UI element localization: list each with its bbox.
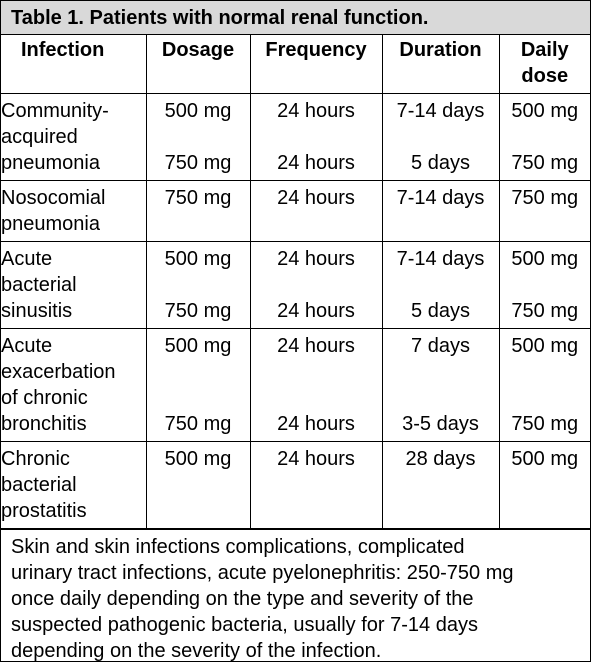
daily-dose-cell [499,329,590,442]
table-footnote [1,529,590,668]
frequency-value: 24 hours [277,100,355,122]
infection-cell [1,329,146,442]
frequency-value: 24 hours [277,248,355,270]
infection-line: bronchitis [1,413,87,435]
dosage-value: 500 mg [164,335,232,357]
duration-value: 7-14 days [396,100,485,122]
dosage-value: 750 mg [164,187,232,209]
daily-dose-value: 750 mg [511,300,579,322]
table-row [1,242,590,329]
dosage-value: 750 mg [164,300,232,322]
daily-dose-value: 750 mg [511,152,579,174]
frequency-cell [250,329,382,442]
infection-line: prostatitis [1,500,87,522]
frequency-value: 24 hours [277,187,355,209]
frequency-cell [250,442,382,529]
header-frequency: Frequency [250,35,382,94]
spacer [383,272,499,298]
dosage-cell [146,242,250,329]
infection-cell [1,442,146,529]
dosage-value: 500 mg [164,100,232,122]
infection-line: Acute [1,335,53,357]
dosage-value: 500 mg [164,248,232,270]
infection-line: Nosocomial [1,187,106,209]
spacer [383,385,499,411]
header-dosage: Dosage [146,35,250,94]
frequency-cell [250,181,382,242]
spacer [251,385,382,411]
spacer [383,124,499,150]
daily-dose-cell [499,242,590,329]
daily-dose-cell [499,442,590,529]
frequency-value: 24 hours [277,448,355,470]
frequency-cell [250,242,382,329]
dosage-value: 500 mg [164,448,232,470]
daily-dose-value: 500 mg [511,448,579,470]
dosage-cell [146,329,250,442]
infection-line: Community- [1,100,109,122]
footnote-line: Skin and skin infections complications, complicated [11,536,465,558]
frequency-value: 24 hours [277,335,355,357]
duration-cell [382,94,499,181]
spacer [147,359,250,385]
spacer [251,272,382,298]
header-row [1,35,590,94]
duration-value: 28 days [405,448,476,470]
spacer [500,124,591,150]
daily-dose-cell [499,94,590,181]
dosage-value: 750 mg [164,413,232,435]
infection-line: bacterial [1,474,77,496]
header-infection: Infection [1,35,146,94]
table-row [1,329,590,442]
header-daily-dose-line1: Daily [520,39,569,61]
frequency-value: 24 hours [277,413,355,435]
duration-cell [382,181,499,242]
infection-line: bacterial [1,274,77,296]
daily-dose-cell [499,181,590,242]
header-duration: Duration [382,35,499,94]
infection-cell [1,94,146,181]
dosage-cell [146,181,250,242]
duration-value: 7 days [411,335,470,357]
daily-dose-value: 500 mg [511,335,579,357]
frequency-cell [250,94,382,181]
frequency-value: 24 hours [277,300,355,322]
duration-cell [382,329,499,442]
infection-cell [1,181,146,242]
footnote-line: depending on the severity of the infection. [11,640,382,662]
dosage-cell [146,442,250,529]
dosage-value: 750 mg [164,152,232,174]
footnote-line: suspected pathogenic bacteria, usually for 7-14 days [11,614,478,636]
daily-dose-value: 750 mg [511,413,579,435]
header-daily-dose [499,35,590,94]
infection-line: of chronic [1,387,88,409]
spacer [500,385,591,411]
dosage-grid [1,35,590,529]
duration-value: 7-14 days [396,248,485,270]
daily-dose-value: 500 mg [511,248,579,270]
daily-dose-value: 750 mg [511,187,579,209]
duration-value: 3-5 days [402,413,479,435]
spacer [383,359,499,385]
spacer [147,385,250,411]
header-daily-dose-line2: dose [521,65,569,87]
table-row [1,442,590,529]
table-title: Table 1. Patients with normal renal function. [1,1,590,35]
table-row [1,94,590,181]
table-row [1,181,590,242]
spacer [147,272,250,298]
infection-cell [1,242,146,329]
infection-line: exacerbation [1,361,116,383]
dosage-cell [146,94,250,181]
spacer [500,359,591,385]
footnote-line: urinary tract infections, acute pyelonephritis: 250-750 mg [11,562,514,584]
spacer [500,272,591,298]
infection-line: sinusitis [1,300,73,322]
footnote-line: once daily depending on the type and severity of the [11,588,474,610]
duration-cell [382,442,499,529]
spacer [251,359,382,385]
duration-value: 5 days [411,300,470,322]
daily-dose-value: 500 mg [511,100,579,122]
infection-line: pneumonia [1,152,100,174]
infection-line: pneumonia [1,213,100,235]
infection-line: Acute [1,248,53,270]
frequency-value: 24 hours [277,152,355,174]
duration-value: 7-14 days [396,187,485,209]
infection-line: Chronic [1,448,70,470]
duration-cell [382,242,499,329]
spacer [251,124,382,150]
spacer [147,124,250,150]
duration-value: 5 days [411,152,470,174]
infection-line: acquired [1,126,78,148]
